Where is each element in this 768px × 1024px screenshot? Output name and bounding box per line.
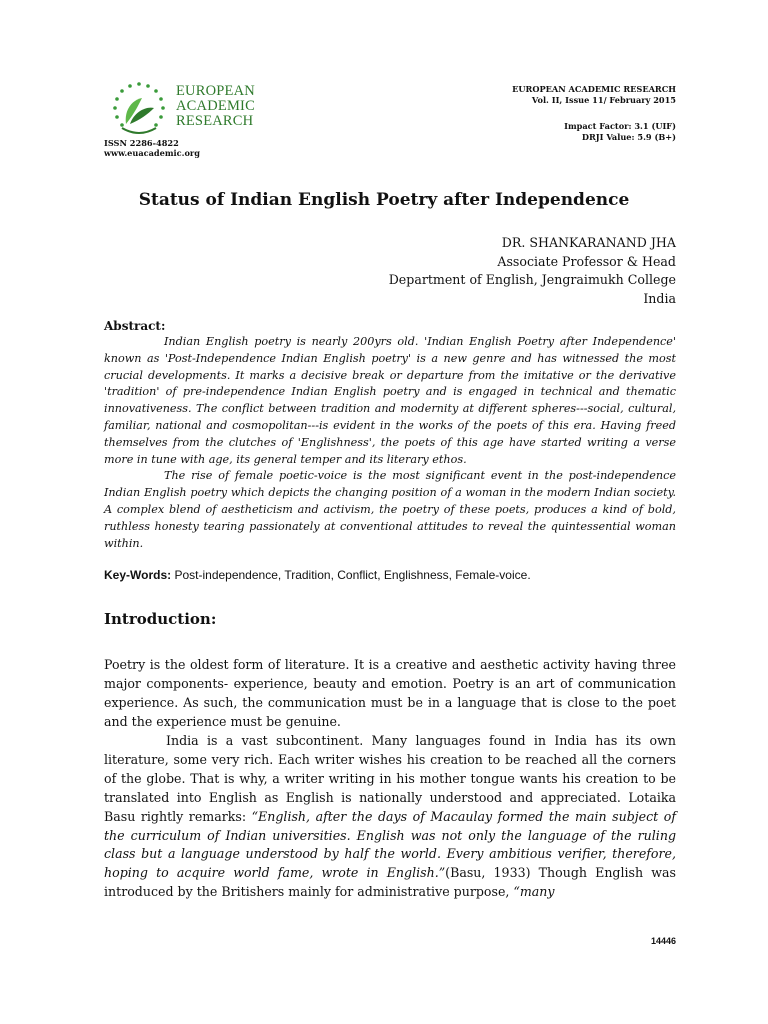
journal-name: EUROPEAN ACADEMIC RESEARCH <box>512 84 676 94</box>
trailing-quote: “many <box>513 884 555 900</box>
introduction-heading: Introduction: <box>104 610 217 629</box>
abstract-heading: Abstract: <box>104 319 166 333</box>
author-country: India <box>643 290 676 306</box>
author-department: Department of English, Jengraimukh College <box>388 272 676 287</box>
keywords-text: Post-independence, Tradition, Conflict, Englishness, Female-voice. <box>174 568 531 583</box>
volume-issue: Vol. II, Issue 11/ February 2015 <box>531 95 676 105</box>
abstract-paragraph-2: The rise of female poetic-voice is the most significant event in the post-independence Indian English poetry which depicts the changing position of a woman in the modern Indian society. A complex blend of aestheticism and activism, the poetry of these poets, produces a kind of bold, ruthless honesty tearing passionately at conventional attitudes to reveal the quintessential woman within. <box>104 469 676 550</box>
abstract-paragraph-1: Indian English poetry is nearly 200yrs old. 'Indian English Poetry after Independence' known as 'Post-Independence Indian English poetry' is a new genre and has witnessed the most crucial developments. It marks a decisive break or departure from the imitative or the derivative 'tradition' of pre-independence Indian English poetry and is engaged in technical and thematic innovativeness. The conflict between tradition and modernity at different spheres---social, cultural, familiar, national and cosmopolitan---is evident in the works of the poets of this era. Having freed themselves from the clutches of 'Englishness', the poets of this age have started writing a verse more in tune with age, its general temper and its literary ethos. <box>104 335 676 466</box>
page-number: 14446 <box>650 936 676 946</box>
journal-info <box>512 84 676 143</box>
author-position: Associate Professor & Head <box>497 253 676 269</box>
author-block <box>389 234 676 308</box>
paper-body <box>104 318 676 902</box>
logo-line-1: EUROPEAN <box>176 83 255 99</box>
introduction-paragraph-1: Poetry is the oldest form of literature. It is a creative and aesthetic activity having three major components- experience, beauty and emotion. Poetry is an art of communication experience. As such, the communication must be in a language that is close to the poet and the experience must be genuine. <box>104 657 676 730</box>
paper-title: Status of Indian English Poetry after Independence <box>138 190 630 210</box>
issn-block <box>104 138 200 158</box>
logo-line-2: ACADEMIC <box>176 98 255 114</box>
keywords-label: Key-Words: <box>104 568 172 583</box>
journal-logo <box>104 80 264 140</box>
leaf-wreath-logo-icon <box>104 80 174 140</box>
author-name: DR. SHANKARANAND JHA <box>501 235 676 250</box>
paragraph-2-middle: (Basu, 1933) Though English was introduced by the Britishers mainly for administrative purpose, <box>104 865 676 900</box>
logo-line-3: RESEARCH <box>176 113 254 129</box>
introduction-paragraph-2 <box>104 732 676 902</box>
issn-number: ISSN 2286-4822 <box>104 138 179 148</box>
impact-factor: Impact Factor: 3.1 (UIF) <box>564 121 676 131</box>
drji-value: DRJI Value: 5.9 (B+) <box>581 132 676 142</box>
basu-quote: “English, after the days of Macaulay formed the main subject of the curriculum of Indian universities. English was not only the language of the ruling class but a language understood by half the world. Every ambitious verifier, therefore, hoping to acquire world fame, wrote in English.” <box>104 808 676 881</box>
website-link[interactable]: www.euacademic.org <box>104 148 200 158</box>
keywords-line <box>104 568 676 582</box>
paragraph-2-start: India is a vast subcontinent. Many languages found in India has its own literature, some very rich. Each writer wishes his creation to be reached all the corners of the globe. That is why, a writer writing in his mother tongue wants his creation to be translated into English as English is nationally understood and appreciated. Lotaika Basu rightly remarks: <box>104 732 676 824</box>
